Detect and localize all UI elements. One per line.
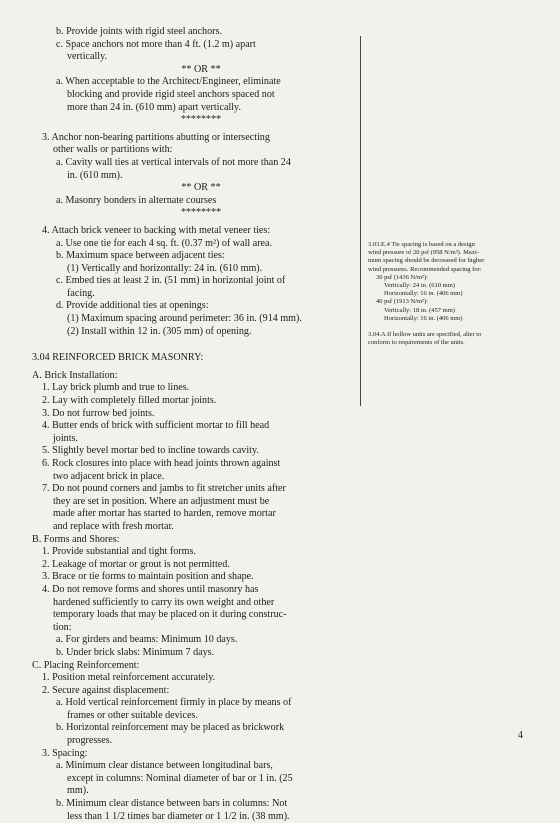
- text-line: a. Hold vertical reinforcement firmly in place by means of: [56, 697, 292, 709]
- text-line: (1) Maximum spacing around perimeter: 36 in. (914 mm).: [67, 313, 302, 325]
- text-line: b. Minimum clear distance between bars in columns: Not: [56, 798, 288, 810]
- text-line: except in columns: Nominal diameter of bar or 1 in. (25: [67, 772, 293, 784]
- margin-note-line: 3.03.E.4 Tie spacing is based on a design: [368, 241, 475, 248]
- text-line: less than 1 1/2 times bar diameter or 1 1/2 in. (38 mm).: [67, 810, 290, 822]
- text-line: a. For girders and beams: Minimum 10 days.: [56, 634, 238, 646]
- text-line: 6. Rock closures into place with head joints thrown against: [42, 458, 281, 469]
- text-line: progresses.: [67, 735, 113, 747]
- star-separator: ********: [180, 114, 222, 126]
- margin-note: [368, 331, 530, 347]
- text-line: a. Masonry bonders in alternate courses: [56, 194, 217, 206]
- text-line: 3. Do not furrow bed joints.: [42, 407, 155, 419]
- text-line: 5. Slightly bevel mortar bed to incline towards cavity.: [42, 445, 259, 457]
- margin-note-line: wind pressures. Recommended spacing for:: [368, 265, 482, 273]
- star-separator: ********: [180, 207, 222, 219]
- text-line: two adjacent brick in place.: [53, 470, 165, 482]
- text-line: mm).: [67, 785, 89, 797]
- margin-note-line: Vertically: 18 in. (457 mm): [384, 306, 455, 314]
- text-line: they are set in position. Where an adjustment must be: [53, 495, 270, 507]
- section-heading: 3.04 REINFORCED BRICK MASONRY:: [32, 352, 204, 364]
- text-line: 3. Brace or tie forms to maintain position and shape.: [42, 571, 254, 583]
- text-line: 4. Attach brick veneer to backing with metal veneer ties:: [42, 224, 271, 236]
- masonry-bonder-item: [32, 195, 370, 208]
- text-line: facing.: [67, 287, 95, 299]
- anchor-alternative-a: [32, 76, 370, 114]
- text-line: in. (610 mm).: [67, 169, 123, 181]
- page-number: 4: [518, 730, 523, 741]
- text-line: d. Provide additional ties at openings:: [56, 300, 209, 312]
- margin-note-line: Horizontally: 16 in. (406 mm): [384, 314, 463, 322]
- text-line: hardened sufficiently to carry its own weight and other: [53, 596, 275, 608]
- text-line: a. Cavity wall ties at vertical intervals of not more than 24: [56, 156, 291, 168]
- text-line: C. Placing Reinforcement:: [32, 659, 140, 671]
- margin-note-line: Vertically: 24 in. (610 mm): [384, 282, 455, 290]
- text-line: joints.: [53, 432, 78, 444]
- text-line: blocking and provide rigid steel anchors spaced not: [67, 88, 275, 100]
- margin-divider: [360, 36, 361, 406]
- text-line: frames or other suitable devices.: [67, 709, 198, 721]
- text-line: c. Space anchors not more than 4 ft. (1.2 m) apart: [56, 38, 256, 50]
- text-line: b. Horizontal reinforcement may be placed as brickwork: [56, 722, 285, 734]
- text-line: 3. Anchor non-bearing partitions abutting or intersecting: [42, 131, 270, 143]
- text-line: c. Embed ties at least 2 in. (51 mm) in horizontal joint of: [56, 275, 286, 287]
- margin-note-line: mum spacing should be decreased for higher: [368, 257, 485, 265]
- text-line: vertically.: [67, 51, 107, 63]
- text-line: 1. Lay brick plumb and true to lines.: [42, 382, 190, 394]
- text-line: made after mortar has started to harden, remove mortar: [53, 508, 276, 520]
- margin-note-line: 3.04.A If hollow units are specified, alter to: [368, 331, 482, 338]
- text-line: 2. Secure against displacement:: [42, 684, 170, 696]
- text-line: tion:: [53, 621, 72, 633]
- text-line: B. Forms and Shores:: [32, 533, 120, 545]
- margin-note: [368, 241, 530, 323]
- text-line: 1. Position metal reinforcement accurately.: [42, 672, 216, 684]
- text-line: a. Use one tie for each 4 sq. ft. (0.37 m²) of wall area.: [56, 237, 273, 249]
- margin-note-line: 40 psf (1913 N/m²):: [376, 298, 428, 306]
- or-separator: ** OR **: [181, 182, 221, 194]
- text-line: 4. Do not remove forms and shores until masonry has: [42, 583, 259, 595]
- text-line: temporary loads that may be placed on it during construc-: [53, 609, 287, 621]
- anchor-items-b-c: [32, 26, 370, 64]
- main-column: [32, 26, 370, 823]
- text-line: A. Brick Installation:: [32, 369, 118, 381]
- text-line: 2. Lay with completely filled mortar joints.: [42, 395, 217, 407]
- text-line: 4. Butter ends of brick with sufficient mortar to fill head: [42, 420, 270, 432]
- text-line: and replace with fresh mortar.: [53, 520, 174, 532]
- text-line: 3. Spacing:: [42, 747, 88, 759]
- text-line: b. Under brick slabs: Minimum 7 days.: [56, 646, 215, 658]
- text-line: other walls or partitions with:: [53, 144, 173, 156]
- reinforced-masonry-body: [32, 370, 370, 823]
- text-line: b. Provide joints with rigid steel anchors.: [56, 26, 222, 37]
- partition-anchor-item-3: [32, 132, 370, 182]
- margin-note-line: wind pressure of 20 psf (958 N/m²). Maxi-: [368, 249, 479, 257]
- margin-note-line: conform to requirements of the units.: [368, 339, 465, 347]
- text-line: 1. Provide substantial and tight forms.: [42, 546, 196, 558]
- text-line: 7. Do not pound corners and jambs to fit stretcher units after: [42, 483, 286, 495]
- text-line: a. When acceptable to the Architect/Engineer, eliminate: [56, 76, 281, 88]
- or-separator: ** OR **: [181, 63, 221, 75]
- text-line: more than 24 in. (610 mm) apart vertically.: [67, 101, 241, 113]
- margin-note-line: Horizontally: 16 in. (406 mm): [384, 290, 463, 298]
- veneer-tie-item-4: [32, 225, 370, 338]
- text-line: b. Maximum space between adjacent ties:: [56, 250, 225, 262]
- text-line: (1) Vertically and horizontally: 24 in. (610 mm).: [67, 262, 263, 274]
- text-line: 2. Leakage of mortar or grout is not permitted.: [42, 558, 230, 570]
- margin-note-line: 30 psf (1436 N/m²):: [376, 273, 428, 281]
- text-line: (2) Install within 12 in. (305 mm) of opening.: [67, 325, 252, 337]
- text-line: a. Minimum clear distance between longitudinal bars,: [56, 760, 273, 772]
